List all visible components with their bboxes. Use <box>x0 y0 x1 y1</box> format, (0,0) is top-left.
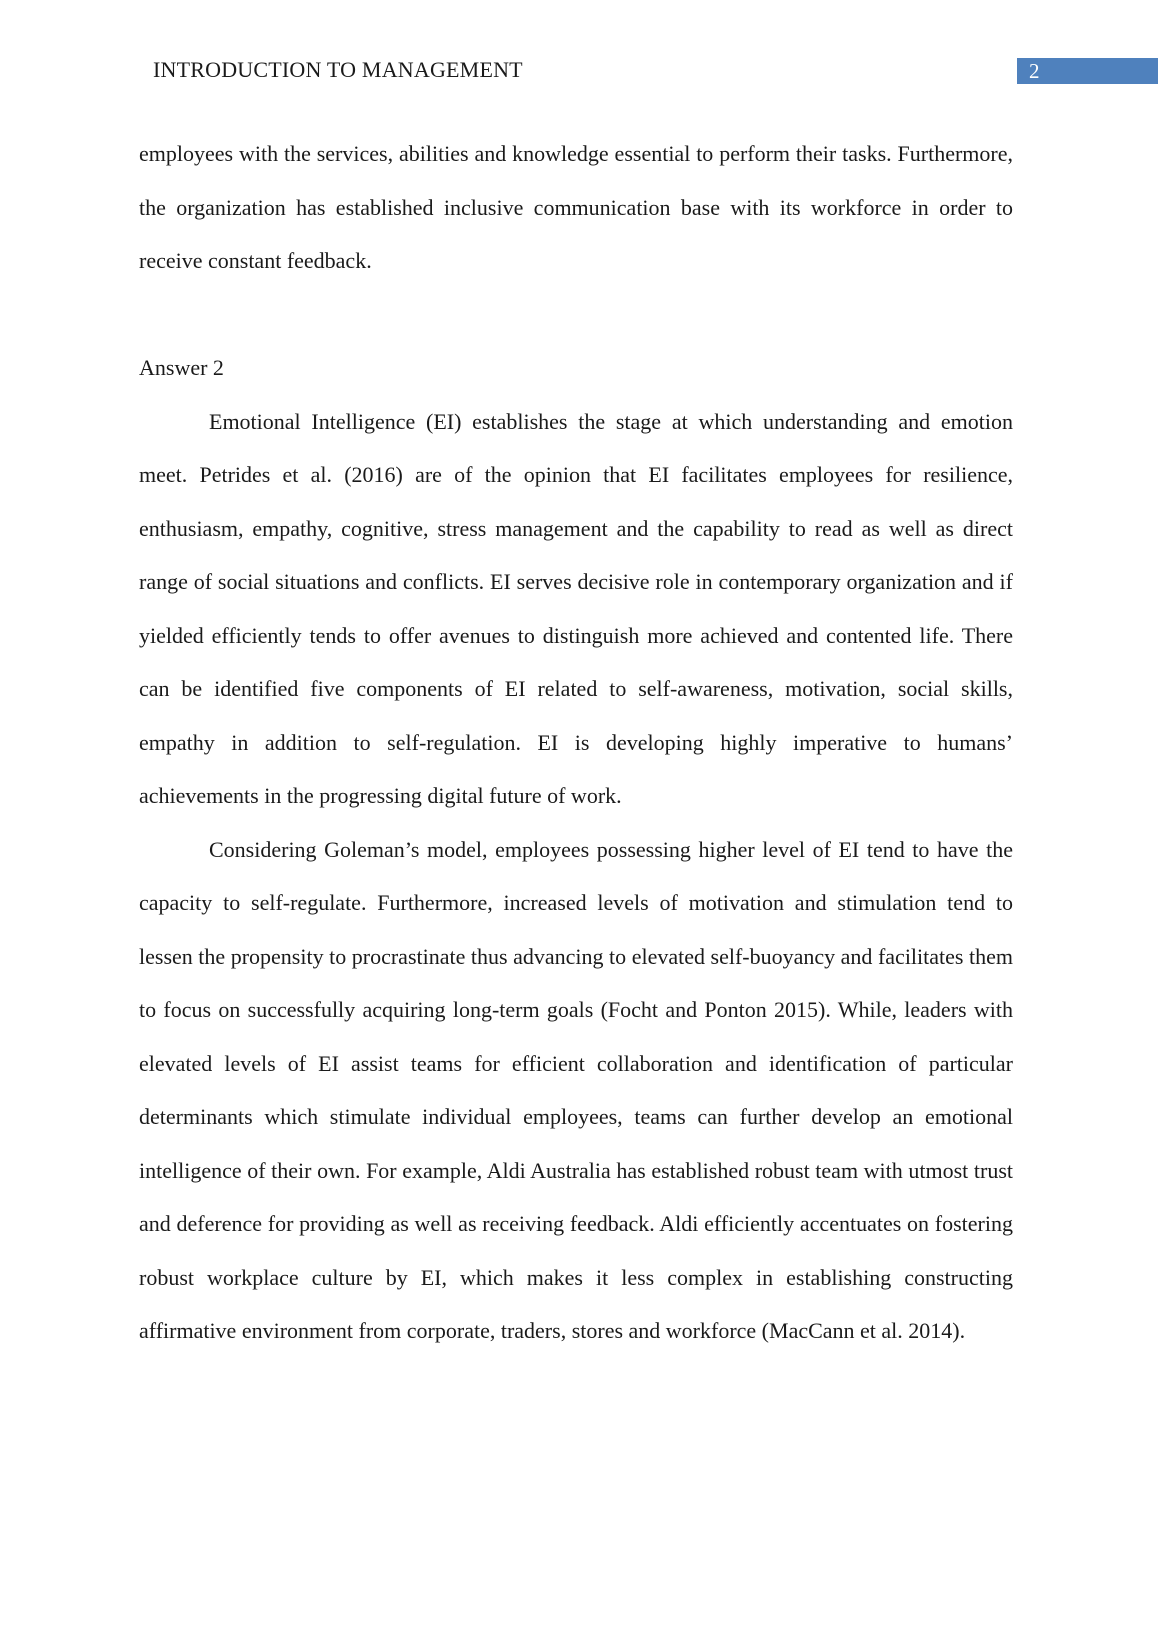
continuation-paragraph: employees with the services, abilities and knowledge essential to perform their tasks. Furthermore, the organization has established inclusive communication base with its workforce in order to receive constant feedback. <box>139 141 1013 273</box>
document-body <box>139 127 1013 1358</box>
running-header-title: INTRODUCTION TO MANAGEMENT <box>153 57 523 82</box>
page-number: 2 <box>1017 58 1158 84</box>
section-heading: Answer 2 <box>139 355 224 380</box>
body-paragraph: Considering Goleman’s model, employees possessing higher level of EI tend to have the capacity to self-regulate. Furthermore, increased levels of motivation and stimulation tend to lessen the propensity to procrastinate thus advancing to elevated self-buoyancy and facilitates them to focus on successfully acquiring long-term goals (Focht and Ponton 2015). While, leaders with elevated levels of EI assist teams for efficient collaboration and identification of particular determinants which stimulate individual employees, teams can further develop an emotional intelligence of their own. For example, Aldi Australia has established robust team with utmost trust and deference for providing as well as receiving feedback. Aldi efficiently accentuates on fostering robust workplace culture by EI, which makes it less complex in establishing constructing affirmative environment from corporate, traders, stores and workforce (MacCann et al. 2014). <box>139 836 1013 1343</box>
body-paragraph: Emotional Intelligence (EI) establishes the stage at which understanding and emotion meet. Petrides et al. (2016) are of the opinion that EI facilitates employees for resilience, enthusiasm, empathy, cognitive, stress management and the capability to read as well as direct range of social situations and conflicts. EI serves decisive role in contemporary organization and if yielded efficiently tends to offer avenues to distinguish more achieved and contented life. There can be identified five components of EI related to self-awareness, motivation, social skills, empathy in addition to self-regulation. EI is developing highly imperative to humans’ achievements in the progressing digital future of work. <box>139 408 1013 808</box>
